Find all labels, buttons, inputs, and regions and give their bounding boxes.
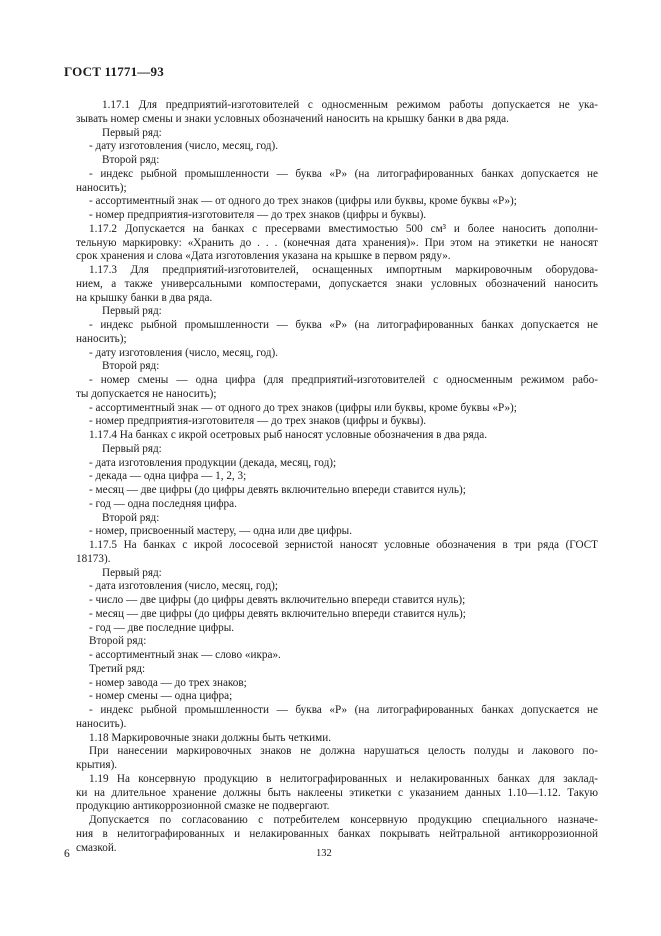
text-line: - месяц — две цифры (до цифры девять включительно впереди ставится нуль);	[89, 607, 466, 620]
text-line: - индекс рыбной промышленности — буква «Р» (на литографированных банках допускается не	[89, 319, 598, 331]
text-line: - декада — одна цифра — 1, 2, 3;	[89, 470, 247, 483]
text-line: Второй ряд:	[89, 635, 147, 648]
text-line: - индекс рыбной промышленности — буква «Р» (на литографированных банках допускается не	[89, 167, 598, 180]
text-line: Первый ряд:	[102, 126, 162, 139]
text-line: на крышку банки в два ряда.	[76, 291, 213, 304]
text-line: - дата изготовления продукции (декада, месяц, год);	[89, 456, 337, 469]
text-line: 1.17.1 Для предприятий-изготовителей с односменным режимом работы допускается не ука-	[102, 99, 598, 111]
text-line: - месяц — две цифры (до цифры девять включительно впереди ставится нуль);	[89, 484, 466, 496]
text-line: наносить);	[76, 181, 127, 194]
text-line: - число — две цифры (до цифры девять включительно впереди ставится нуль);	[89, 594, 466, 606]
text-line: зывать номер смены и знаки условных обозначений наносить на крышку банки в два ряда.	[76, 112, 509, 125]
text-line: Первый ряд:	[102, 566, 162, 579]
text-line: - ассортиментный знак — от одного до трех знаков (цифры или буквы, кроме буквы «Р»);	[89, 401, 517, 414]
text-line: ты допускается не наносить);	[76, 387, 217, 400]
text-line: - индекс рыбной промышленности — буква «Р» (на литографированных банках допускается не	[89, 704, 598, 716]
text-line: Третий ряд:	[89, 662, 146, 675]
text-line: При нанесении маркировочных знаков не должна нарушаться целость полуды и лакового по-	[89, 745, 598, 758]
text-line: - номер смены — одна цифра;	[89, 690, 233, 703]
page-number-center: 132	[316, 848, 332, 859]
text-line: смазкой.	[76, 841, 117, 854]
text-line: - номер предприятия-изготовителя — до трех знаков (цифры и буквы).	[89, 415, 427, 428]
text-line: Второй ряд:	[102, 511, 160, 524]
text-line: - номер смены — одна цифра (для предприятий-изготовителей с односменным режимом рабо-	[89, 374, 598, 386]
text-line: - ассортиментный знак — слово «икра».	[89, 649, 281, 661]
text-line: - ассортиментный знак — от одного до трех знаков (цифры или буквы, кроме буквы «Р»);	[89, 195, 517, 208]
text-line: - номер завода — до трех знаков;	[89, 676, 247, 689]
text-line: 1.18 Маркировочные знаки должны быть четкими.	[89, 731, 332, 744]
text-line: - дату изготовления (число, месяц, год).	[89, 346, 279, 359]
text-line: - дату изготовления (число, месяц, год).	[89, 140, 279, 153]
text-line: - номер, присвоенный мастеру, — одна или две цифры.	[89, 525, 352, 538]
text-line: Второй ряд:	[102, 154, 160, 166]
text-line: - год — одна последняя цифра.	[89, 497, 237, 510]
document-body	[76, 99, 598, 855]
text-line: Допускается по согласованию с потребителем консервную продукцию специального назначе-	[89, 814, 598, 826]
page-number-left: 6	[64, 848, 70, 860]
text-line: тельную маркировку: «Хранить до . . . (конечная дата хранения)». При этом на этикетки не наносят	[76, 236, 598, 249]
text-line: 1.19 На консервную продукцию в нелитографированных и нелакированных банках для заклад-	[89, 772, 598, 785]
document-header: ГОСТ 11771—93	[64, 64, 164, 79]
text-line: Второй ряд:	[102, 360, 160, 373]
text-line: - номер предприятия-изготовителя — до трех знаков (цифры и буквы).	[89, 209, 427, 221]
text-line: срок хранения и слова «Дата изготовления указана на крышке в первом ряду».	[76, 250, 451, 263]
text-line: наносить).	[76, 717, 127, 730]
text-line: 1.17.5 На банках с икрой лососевой зернистой наносят условные обозначения в три ряда (ГОСТ	[89, 539, 598, 551]
text-line: ния в нелитографированных и нелакированных банках покрывать нейтральной антикоррозионной	[76, 827, 598, 840]
text-line: продукцию антикоррозионной смазке не подвергают.	[76, 800, 330, 813]
text-line: Первый ряд:	[102, 305, 162, 318]
text-line: 18173).	[76, 552, 111, 565]
text-line: Первый ряд:	[102, 442, 162, 455]
text-line: нием, а также универсальными компостерами, допускается знаки условных обозначений наносить	[76, 277, 598, 290]
text-line: 1.17.4 На банках с икрой осетровых рыб наносят условные обозначения в два ряда.	[89, 429, 488, 441]
text-line: 1.17.2 Допускается на банках с пресервами вместимостью 500 см³ и более наносить дополни-	[89, 222, 598, 235]
text-line: ки на длительное хранение должны быть наклеены этикетки с указанием данных 1.10—1.12. Такую	[76, 786, 598, 799]
text-line: наносить);	[76, 332, 127, 345]
text-line: - год — две последние цифры.	[89, 621, 235, 634]
text-line: крытия).	[76, 759, 118, 771]
text-line: - дата изготовления (число, месяц, год);	[89, 580, 278, 593]
text-line: 1.17.3 Для предприятий-изготовителей, оснащенных импортным маркировочным оборудова-	[89, 264, 598, 276]
